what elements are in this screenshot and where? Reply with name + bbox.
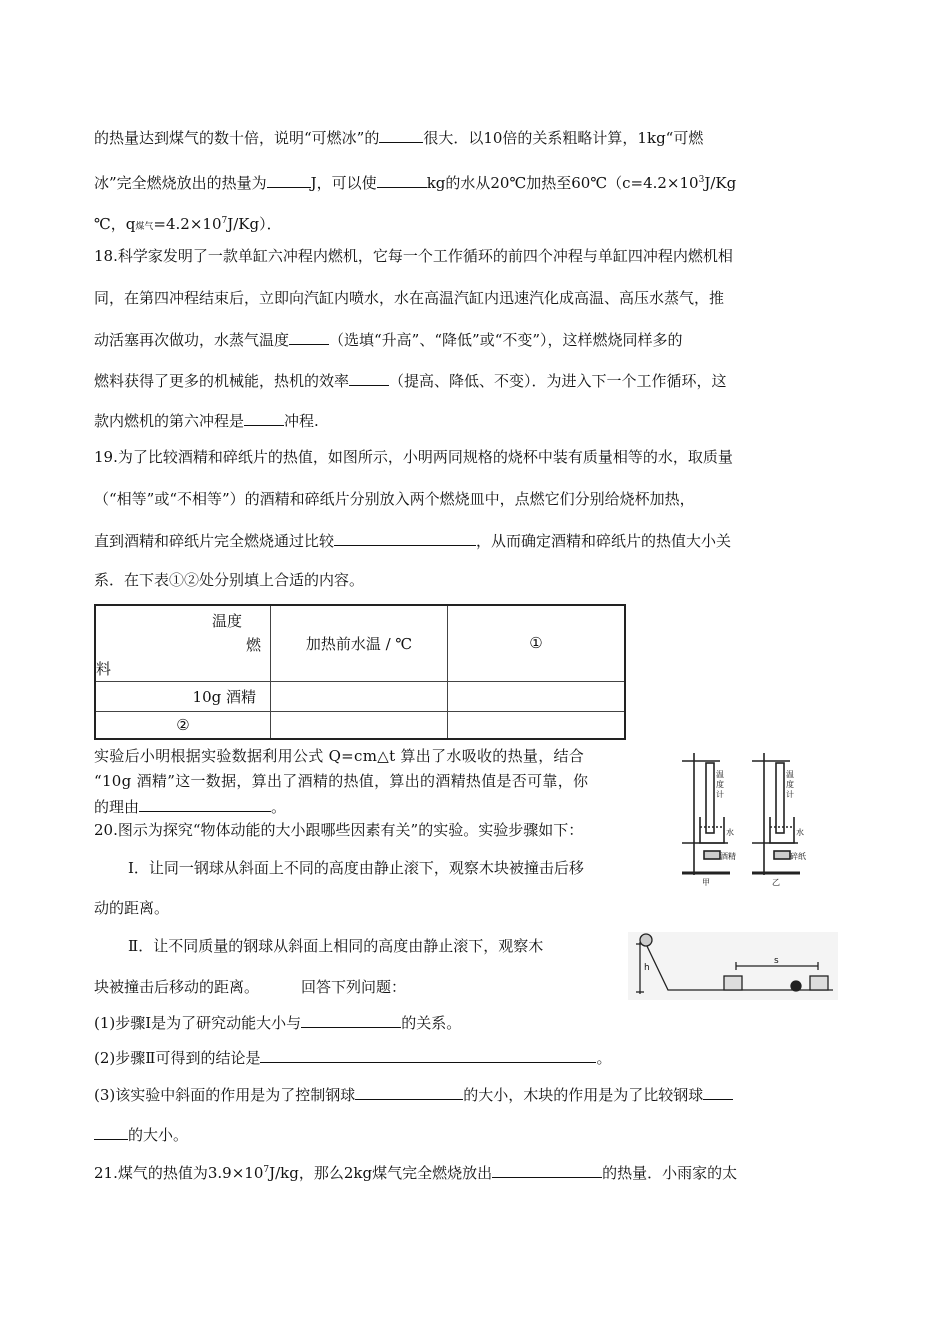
q18-line3 xyxy=(94,329,683,350)
diagonal-header-cell xyxy=(95,605,271,681)
header-fuel-part: 料 xyxy=(96,660,112,678)
q18-text: 燃料获得了更多的机械能，热机的效率 xyxy=(94,372,350,390)
q21-line1 xyxy=(94,1160,737,1183)
q20-step2b xyxy=(94,977,406,997)
q21-text: 21.煤气的热值为3.9×10 xyxy=(94,1164,264,1182)
q19-text: 。 xyxy=(271,798,287,816)
q20-text: 的关系。 xyxy=(401,1014,462,1032)
q19-text: 直到酒精和碎纸片完全燃烧通过比较 xyxy=(94,532,335,550)
q20-q3 xyxy=(94,1084,733,1105)
q18-text: （提高、降低、不变）．为进入下一个工作循环，这 xyxy=(389,372,727,390)
thermometer-label: 计 xyxy=(716,790,724,799)
q19-line1: 19.为了比较酒精和碎纸片的热值，如图所示，小明两同规格的烧杯中装有质量相等的水，取质量 xyxy=(94,448,733,466)
header-initial-temp: 加热前水温 / ℃ xyxy=(271,605,448,681)
q20-text: (3)该实验中斜面的作用是为了控制钢球 xyxy=(94,1086,356,1104)
q21-text: 的热量．小雨家的太 xyxy=(602,1164,738,1182)
row-alcohol: 10g 酒精 xyxy=(95,681,271,711)
q17-text: J，可以使 xyxy=(310,174,377,192)
q17-text: ℃，q xyxy=(94,215,136,233)
q20-step1b: 动的距离。 xyxy=(94,899,170,917)
answer-blank[interactable] xyxy=(244,410,284,426)
q20-q2 xyxy=(94,1047,611,1068)
q19-after-line2: “10g 酒精”这一数据，算出了酒精的热值，算出的酒精热值是否可靠，你 xyxy=(94,772,589,790)
table-cell[interactable] xyxy=(448,711,626,739)
fuel-label: 碎纸 xyxy=(790,852,806,861)
heating-apparatus-figure xyxy=(672,747,822,887)
q17-text: J/Kg）． xyxy=(227,215,282,233)
q18-text: 动活塞再次做功，水蒸气温度 xyxy=(94,331,290,349)
answer-blank[interactable] xyxy=(703,1084,733,1100)
table-cell[interactable] xyxy=(271,681,448,711)
q21-text: J/kg，那么2kg煤气完全燃烧放出 xyxy=(269,1164,493,1182)
q18-line5 xyxy=(94,410,319,431)
q20-step1a: Ⅰ．让同一钢球从斜面上不同的高度由静止滚下，观察木块被撞击后移 xyxy=(128,859,584,877)
q17-line2 xyxy=(94,170,736,193)
answer-blank[interactable] xyxy=(379,127,423,143)
answer-blank[interactable] xyxy=(139,796,271,812)
height-label: h xyxy=(644,963,650,973)
table-cell[interactable] xyxy=(448,681,626,711)
answer-blank[interactable] xyxy=(289,329,329,345)
q19-text: ，从而确定酒精和碎纸片的热值大小关 xyxy=(476,532,732,550)
q19-line4: 系．在下表①②处分别填上合适的内容。 xyxy=(94,571,365,589)
header-blank-1: ① xyxy=(448,605,626,681)
caption-b: 乙 xyxy=(772,878,780,887)
q18-text: 冲程. xyxy=(284,412,319,430)
water-label: 水 xyxy=(796,828,804,837)
q17-text: 冰”完全燃烧放出的热量为 xyxy=(94,174,267,192)
q19-line2: （“相等”或“不相等”）的酒精和碎纸片分别放入两个燃烧皿中，点燃它们分别给烧杯加热， xyxy=(94,490,695,508)
superscript: 7 xyxy=(221,216,228,226)
q20-text: 块被撞击后移动的距离。 xyxy=(94,978,260,996)
q17-line3 xyxy=(94,211,282,237)
superscript: 3 xyxy=(698,175,705,185)
distance-label: s xyxy=(774,956,779,966)
q20-step2a: Ⅱ．让不同质量的钢球从斜面上相同的高度由静止滚下，观察木 xyxy=(128,937,544,955)
q17-text: =4.2×10 xyxy=(153,215,222,233)
q17-text: kg的水从20℃加热至60℃（c=4.2×10 xyxy=(426,174,699,192)
answer-blank[interactable] xyxy=(377,172,427,188)
answer-blank[interactable] xyxy=(267,172,311,188)
thermometer-label: 度 xyxy=(716,780,724,789)
q17-text: 的热量达到煤气的数十倍，说明“可燃冰”的 xyxy=(94,129,380,147)
q20-text: 的大小，木块的作用是为了比较钢球 xyxy=(463,1086,704,1104)
q20-text: 。 xyxy=(596,1049,612,1067)
superscript: 7 xyxy=(263,1165,270,1175)
subscript: 煤气 xyxy=(135,222,154,232)
ramp-figure xyxy=(628,932,838,1000)
q20-text: 的大小。 xyxy=(128,1126,189,1144)
q20-text: 回答下列问题： xyxy=(301,978,407,996)
thermometer-label: 计 xyxy=(786,790,794,799)
q18-line4 xyxy=(94,370,727,391)
q20-q3-cont xyxy=(94,1124,188,1145)
header-temperature: 温度 xyxy=(212,612,243,630)
q18-line1: 18.科学家发明了一款单缸六冲程内燃机，它每一个工作循环的前四个冲程与单缸四冲程内燃机相 xyxy=(94,247,733,265)
answer-blank[interactable] xyxy=(301,1012,401,1028)
q18-text: （选填“升高”、“降低”或“不变”），这样燃烧同样多的 xyxy=(329,331,683,349)
water-label: 水 xyxy=(726,828,734,837)
q19-after-line3 xyxy=(94,796,286,817)
q20-text: (1)步骤Ⅰ是为了研究动能大小与 xyxy=(94,1014,302,1032)
answer-blank[interactable] xyxy=(355,1084,463,1100)
q20-text: (2)步骤Ⅱ可得到的结论是 xyxy=(94,1049,261,1067)
thermometer-label: 温 xyxy=(716,770,724,779)
caption-a: 甲 xyxy=(702,878,710,887)
q19-after-line1: 实验后小明根据实验数据利用公式 Q=cm△t 算出了水吸收的热量，结合 xyxy=(94,747,585,765)
q19-text: 的理由 xyxy=(94,798,140,816)
q17-text: J/Kg xyxy=(704,174,737,192)
q20-q1 xyxy=(94,1012,461,1033)
fuel-label: 酒精 xyxy=(720,852,736,861)
thermometer-label: 温 xyxy=(786,770,794,779)
q18-text: 款内燃机的第六冲程是 xyxy=(94,412,245,430)
row-blank-2: ② xyxy=(95,711,271,739)
q20-line1: 20.图示为探究“物体动能的大小跟哪些因素有关”的实验。实验步骤如下： xyxy=(94,821,584,839)
answer-blank[interactable] xyxy=(94,1124,128,1140)
header-fuel-part: 燃 xyxy=(246,636,262,654)
answer-blank[interactable] xyxy=(260,1047,596,1063)
table-cell[interactable] xyxy=(271,711,448,739)
thermometer-label: 度 xyxy=(786,780,794,789)
answer-blank[interactable] xyxy=(334,530,476,546)
q19-line3 xyxy=(94,530,731,551)
q17-line1 xyxy=(94,127,703,148)
answer-blank[interactable] xyxy=(492,1162,602,1178)
q18-line2: 同，在第四冲程结束后，立即向汽缸内喷水，水在高温汽缸内迅速汽化成高温、高压水蒸气，推 xyxy=(94,289,725,307)
data-table xyxy=(94,604,626,740)
answer-blank[interactable] xyxy=(349,370,389,386)
q17-text: 很大．以10倍的关系粗略计算，1kg“可燃 xyxy=(423,129,704,147)
